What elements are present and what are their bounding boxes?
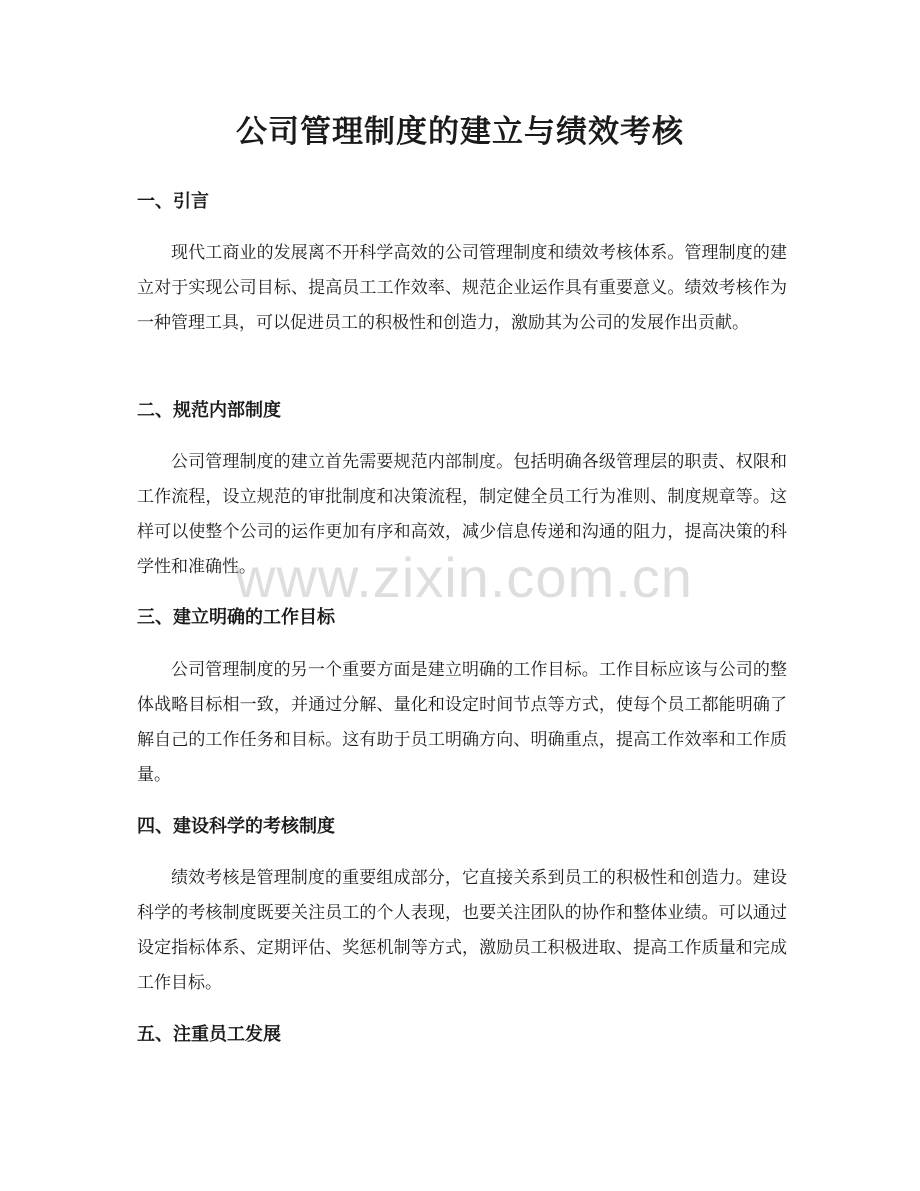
section-heading-employee-development: 五、注重员工发展 xyxy=(137,1024,281,1045)
section-paragraph-introduction: 现代工商业的发展离不开科学高效的公司管理制度和绩效考核体系。管理制度的建立对于实现公司目标、提高员工工作效率、规范企业运作具有重要意义。绩效考核作为一种管理工具，可以促进员工的积极性和创造力，激励其为公司的发展作出贡献。 xyxy=(137,243,787,333)
watermark: www.zixin.com.cn xyxy=(235,546,693,609)
section-paragraph-internal-rules: 公司管理制度的建立首先需要规范内部制度。包括明确各级管理层的职责、权限和工作流程，设立规范的审批制度和决策流程，制定健全员工行为准则、制度规章等。这样可以使整个公司的运作更加有序和高效，减少信息传递和沟通的阻力，提高决策的科学性和准确性。 xyxy=(137,452,787,577)
document-title: 公司管理制度的建立与绩效考核 xyxy=(236,114,684,150)
section-paragraph-assessment-system: 绩效考核是管理制度的重要组成部分，它直接关系到员工的积极性和创造力。建设科学的考核制度既要关注员工的个人表现，也要关注团队的协作和整体业绩。可以通过设定指标体系、定期评估、奖惩机制等方式，激励员工积极进取、提高工作质量和完成工作目标。 xyxy=(137,868,787,993)
section-heading-internal-rules: 二、规范内部制度 xyxy=(137,400,281,421)
section-heading-assessment-system: 四、建设科学的考核制度 xyxy=(137,816,335,837)
section-heading-work-goals: 三、建立明确的工作目标 xyxy=(137,607,335,628)
section-heading-introduction: 一、引言 xyxy=(137,191,209,212)
section-paragraph-work-goals: 公司管理制度的另一个重要方面是建立明确的工作目标。工作目标应该与公司的整体战略目标相一致，并通过分解、量化和设定时间节点等方式，使每个员工都能明确了解自己的工作任务和目标。这有助于员工明确方向、明确重点，提高工作效率和工作质量。 xyxy=(137,660,787,785)
